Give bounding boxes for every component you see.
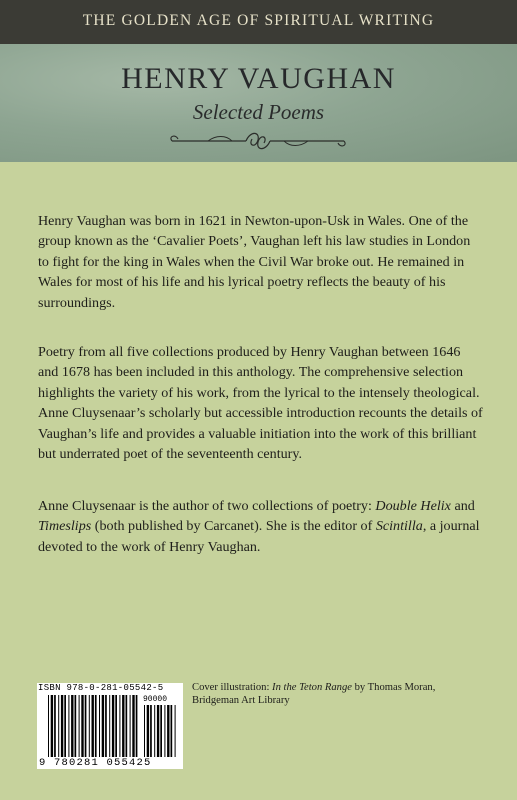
book-title-double-helix: Double Helix: [375, 498, 451, 514]
flourish-ornament: [168, 126, 348, 156]
barcode-digits: 9 780281 055425: [39, 757, 152, 769]
isbn-label: ISBN 978-0-281-05542-5: [38, 683, 164, 693]
journal-title-scintilla: Scintilla: [375, 518, 423, 535]
editor-bio: Anne Cluysenaar is the author of two collections of poetry: Double Helix and Timeslips (both published by Carcanet). She is the editor of Scintilla, a journal devoted to the work of Henry Vaughan.: [38, 498, 480, 555]
blurb-paragraph-1: Henry Vaughan was born in 1621 in Newton-upon-Usk in Wales. One of the group known as the ‘Cavalier Poets’, Vaughan left his law studies in London to fight for the king in Wales when the Civil War broke out. He remained in Wales for most of his life and his lyrical poetry reflects the beauty of his surroundings.: [38, 213, 471, 311]
painting-title: In the Teton Range: [272, 682, 352, 693]
cover-credit: Cover illustration: In the Teton Range by Thomas Moran, Bridgeman Art Library: [192, 682, 436, 706]
series-title: THE GOLDEN AGE OF SPIRITUAL WRITING: [82, 12, 435, 29]
barcode-bars: [47, 695, 139, 757]
barcode-addon-bars: [143, 705, 179, 757]
isbn-barcode: [37, 683, 183, 769]
series-banner: [0, 0, 517, 44]
author-name: HENRY VAUGHAN: [121, 62, 396, 95]
book-title-timeslips: Timeslips: [38, 518, 92, 535]
blurb-paragraph-2: Poetry from all five collections produced by Henry Vaughan between 1646 and 1678 has been included in this anthology. The comprehensive selection highlights the variety of his work, from the lyrical to the intensely theological. Anne Cluysenaar’s scholarly but accessible introduction recounts the details of Vaughan’s life and provides a valuable initiation into the work of this brilliant but underrated poet of the seventeenth century.: [38, 344, 483, 463]
barcode-addon-number: 90000: [143, 695, 168, 704]
book-subtitle: Selected Poems: [192, 100, 325, 124]
